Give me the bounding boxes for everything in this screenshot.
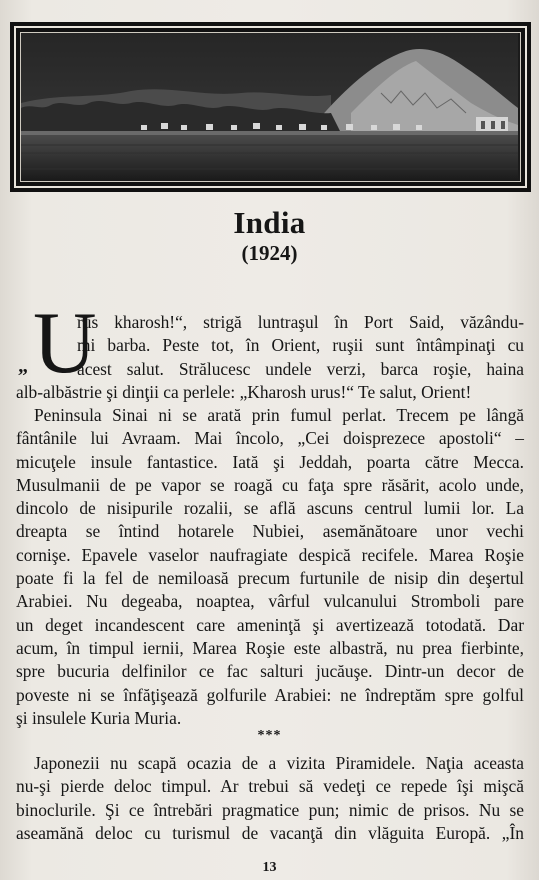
illustration-frame	[10, 22, 531, 192]
paragraph-line: Peninsula Sinai ni se arată prin fumul perlat. Trecem pe lângă	[34, 405, 524, 425]
paragraph-line: aseamănă deloc cu turismul de vacanţă din vlăguita Europă. „În	[16, 822, 524, 843]
page-number: 13	[262, 860, 277, 875]
paragraph-line: binoclurile. Şi ce întrebări pragmatice pun; nimic de prisos. Nu se	[16, 799, 524, 820]
chapter-year: (1924)	[241, 241, 298, 265]
paragraph-line: rus kharosh!“, strigă luntraşul în Port Said, văzându-	[77, 312, 524, 332]
paragraph-line: micuţele insule fantastice. Iată şi Jeddah, poarta către Mecca.	[16, 451, 524, 472]
paragraph-line: dreapta se întind hotarele Nubiei, asemănătoare unor vechi	[16, 521, 524, 542]
drop-cap: U	[33, 295, 97, 392]
paragraph-line: acum, în timpul iernii, Marea Roşie este albastră, nu prea fierbinte,	[16, 637, 524, 658]
paragraph-line: nu-şi pierde deloc timpul. Ar trebui să vedeţi ce repede îşi mişcă	[16, 776, 524, 797]
chapter-title: India	[233, 205, 306, 240]
paragraph-line: dincolo de nisipurile rozalii, se află ascuns centrul lumii lor. La	[16, 498, 524, 519]
landscape-illustration	[21, 33, 518, 179]
paragraph-line: Japonezii nu scapă ocazia de a vizita Piramidele. Naţia aceasta	[34, 753, 524, 773]
paragraph-line: mi barba. Peste tot, în Orient, ruşii sunt întâmpinaţi cu	[77, 335, 524, 356]
paragraph-line: fântânile lui Avraam. Mai încolo, „Cei doisprezece apostoli“ –	[16, 428, 524, 449]
paragraph-line: Musulmanii de pe vapor se roagă cu faţa spre răsărit, acolo unde,	[16, 474, 524, 495]
drop-cap-quote: „	[18, 355, 28, 377]
paragraph-2	[16, 404, 524, 730]
paragraph-line: spre bucuria delfinilor ce fac salturi jucăuşe. Dintr-un decor de	[16, 661, 524, 682]
paragraph-line: un deget incandescent care ameninţă şi avertizează totodată. Dar	[16, 614, 524, 635]
section-separator: ***	[257, 728, 282, 743]
paragraph-line: poveste ni se înfăţişează golfurile Arabiei: ne îndreptăm spre golful	[16, 684, 524, 705]
illustration-border	[14, 26, 527, 188]
illustration	[20, 32, 521, 182]
paragraph-line: alb-albăstrie şi dinţii ca perlele: „Kharosh urus!“ Te salut, Orient!	[16, 381, 472, 402]
paragraph-line: acest salut. Strălucesc undele verzi, barca roşie, haina	[77, 358, 524, 379]
paragraph-line: poate fi la fel de nemiloasă precum furtunile de nisip din deşertul	[16, 568, 524, 589]
paragraph-line: Arabiei. Nu degeaba, noaptea, vârful vulcanului Stromboli pare	[16, 591, 524, 612]
paragraph-line: cornişe. Epavele vaselor naufragiate despică recifele. Marea Roşie	[16, 544, 524, 565]
paragraph-1	[16, 311, 524, 404]
paragraph-3	[16, 752, 524, 845]
paragraph-line: şi insulele Kuria Muria.	[16, 707, 182, 728]
